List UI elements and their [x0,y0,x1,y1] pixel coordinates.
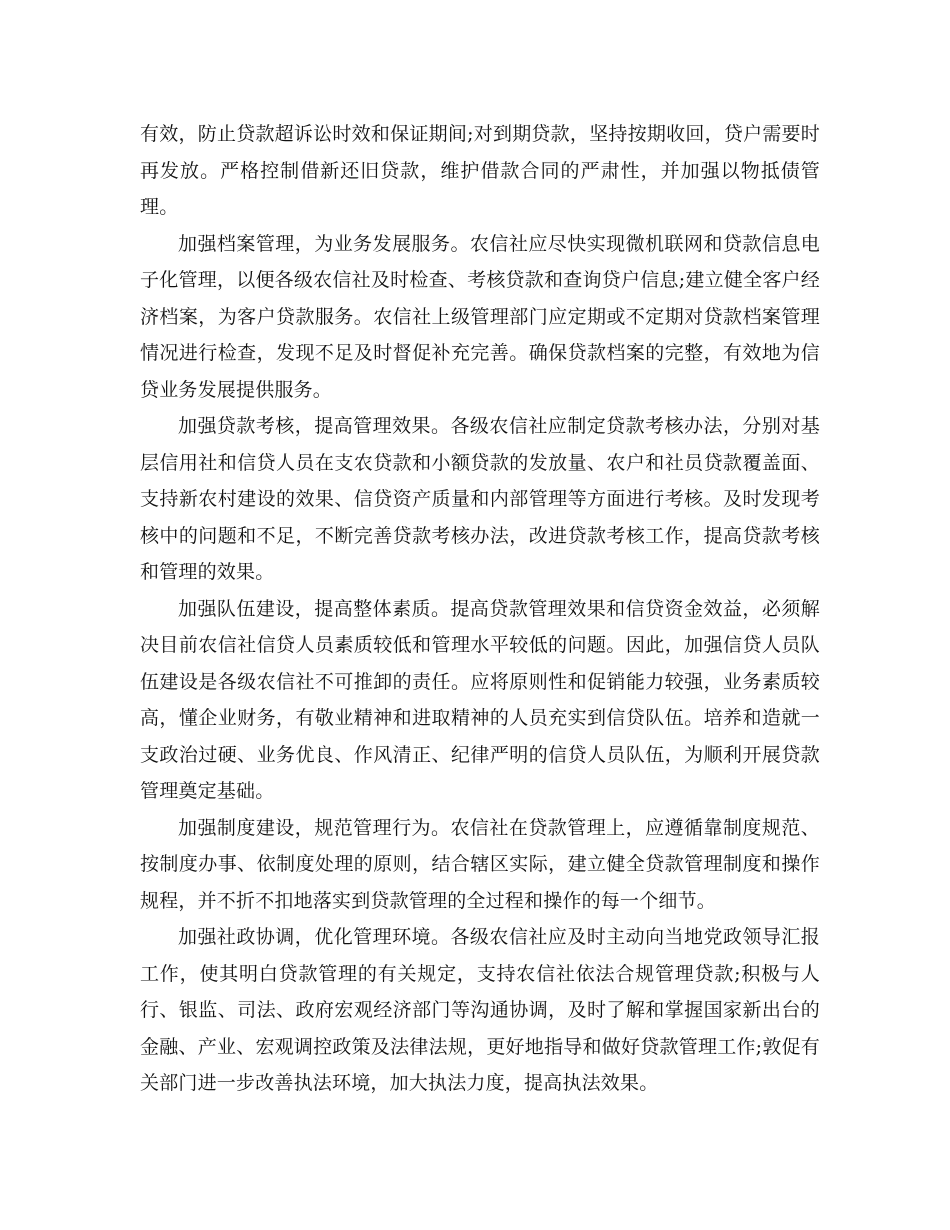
paragraph-3: 加强贷款考核，提高管理效果。各级农信社应制定贷款考核办法，分别对基层信用社和信贷人员在支农贷款和小额贷款的发放量、农户和社员贷款覆盖面、支持新农村建设的效果、信贷资产质量和内部管理等方面进行考核。及时发现考核中的问题和不足，不断完善贷款考核办法，改进贷款考核工作，提高贷款考核和管理的效果。 [140,415,820,583]
paragraph-1: 有效，防止贷款超诉讼时效和保证期间;对到期贷款，坚持按期收回，贷户需要时再发放。严格控制借新还旧贷款，维护借款合同的严肃性，并加强以物抵债管理。 [140,123,820,218]
paragraph-2: 加强档案管理，为业务发展服务。农信社应尽快实现微机联网和贷款信息电子化管理，以便各级农信社及时检查、考核贷款和查询贷户信息;建立健全客户经济档案，为客户贷款服务。农信社上级管理部门应定期或不定期对贷款档案管理情况进行检查，发现不足及时督促补充完善。确保贷款档案的完整，有效地为信贷业务发展提供服务。 [140,232,820,401]
paragraph-5: 加强制度建设，规范管理行为。农信社在贷款管理上，应遵循靠制度规范、按制度办事、依制度处理的原则，结合辖区实际，建立健全贷款管理制度和操作规程，并不折不扣地落实到贷款管理的全过程和操作的每一个细节。 [140,816,820,912]
document-body [140,116,820,1102]
paragraph-6: 加强社政协调，优化管理环境。各级农信社应及时主动向当地党政领导汇报工作，使其明白贷款管理的有关规定，支持农信社依法合规管理贷款;积极与人行、银监、司法、政府宏观经济部门等沟通协调，及时了解和掌握国家新出台的金融、产业、宏观调控政策及法律法规，更好地指导和做好贷款管理工作;敦促有关部门进一步改善执法环境，加大执法力度，提高执法效果。 [140,926,820,1094]
paragraph-4: 加强队伍建设，提高整体素质。提高贷款管理效果和信贷资金效益，必须解决目前农信社信贷人员素质较低和管理水平较低的问题。因此，加强信贷人员队伍建设是各级农信社不可推卸的责任。应将原则性和促销能力较强，业务素质较高，懂企业财务，有敬业精神和进取精神的人员充实到信贷队伍。培养和造就一支政治过硬、业务优良、作风清正、纪律严明的信贷人员队伍，为顺利开展贷款管理奠定基础。 [140,597,820,802]
